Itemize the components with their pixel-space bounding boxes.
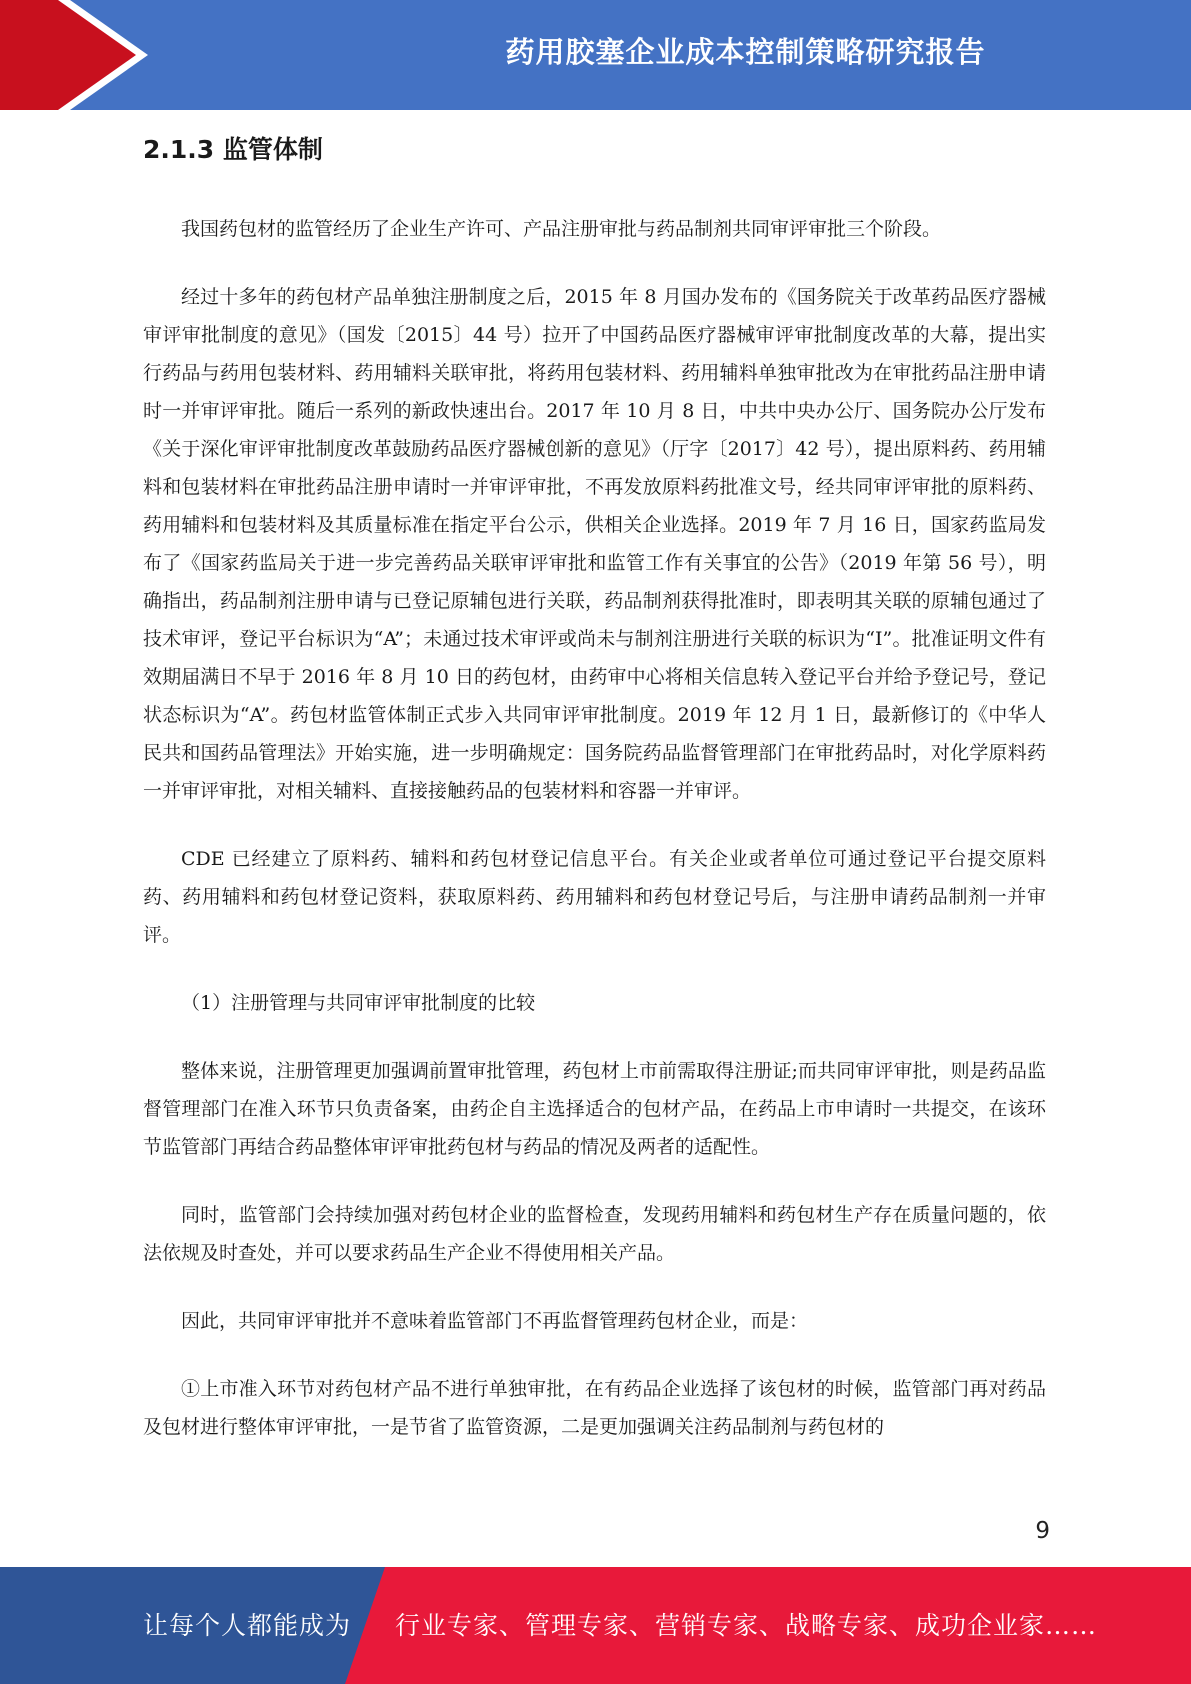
footer-slogan-right: 行业专家、管理专家、营销专家、战略专家、成功企业家……: [395, 1611, 1098, 1640]
paragraph-3: CDE 已经建立了原料药、辅料和药包材登记信息平台。有关企业或者单位可通过登记平台提交原料药、药用辅料和药包材登记资料，获取原料药、药用辅料和药包材登记号后，与注册申请药品制剂一并审评。: [143, 848, 1046, 946]
paragraph-6: 同时，监管部门会持续加强对药包材企业的监督检查，发现药用辅料和药包材生产存在质量问题的，依法依规及时查处，并可以要求药品生产企业不得使用相关产品。: [143, 1204, 1046, 1264]
paragraph-2: 经过十多年的药包材产品单独注册制度之后，2015 年 8 月国办发布的《国务院关于改革药品医疗器械审评审批制度的意见》（国发〔2015〕44 号）拉开了中国药品医疗器械审评审批制度改革的大幕，提出实行药品与药用包装材料、药用辅料关联审批，将药用包装材料、药用辅料单独审批改为在审批药品注册申请时一并审评审批。随后一系列的新政快速出台。2017 年 10 月 8 日，中共中央办公厅、国务院办公厅发布《关于深化审评审批制度改革鼓励药品医疗器械创新的意见》（厅字〔2017〕42 号），提出原料药、药用辅料和包装材料在审批药品注册申请时一并审评审批，不再发放原料药批准文号，经共同审评审批的原料药、药用辅料和包装材料及其质量标准在指定平台公示，供相关企业选择。2019 年 7 月 16 日，国家药监局发布了《国家药监局关于进一步完善药品关联审评审批和监管工作有关事宜的公告》（2019 年第 56 号），明确指出，药品制剂注册申请与已登记原辅包进行关联，药品制剂获得批准时，即表明其关联的原辅包通过了技术审评，登记平台标识为“A”；未通过技术审评或尚未与制剂注册进行关联的标识为“I”。批准证明文件有效期届满日不早于 2016 年 8 月 10 日的药包材，由药审中心将相关信息转入登记平台并给予登记号，登记状态标识为“A”。药包材监管体制正式步入共同审评审批制度。2019 年 12 月 1 日，最新修订的《中华人民共和国药品管理法》开始实施，进一步明确规定：国务院药品监督管理部门在审批药品时，对化学原料药一并审评审批，对相关辅料、直接接触药品的包装材料和容器一并审评。: [143, 286, 1046, 802]
page-header: [0, 0, 1191, 110]
page-number: 9: [1035, 1518, 1050, 1544]
footer-slogan-left: 让每个人都能成为: [143, 1611, 352, 1640]
paragraph-7: 因此，共同审评审批并不意味着监管部门不再监督管理药包材企业，而是：: [181, 1310, 809, 1332]
paragraph-1: 我国药包材的监管经历了企业生产许可、产品注册审批与药品制剂共同审评审批三个阶段。: [181, 218, 942, 240]
main-content: [143, 130, 1046, 1446]
section-title: 2.1.3 监管体制: [143, 135, 323, 164]
paragraph-8: ①上市准入环节对药包材产品不进行单独审批，在有药品企业选择了该包材的时候，监管部门再对药品及包材进行整体审评审批，一是节省了监管资源，二是更加强调关注药品制剂与药包材的: [143, 1378, 1046, 1438]
paragraph-5: 整体来说，注册管理更加强调前置审批管理，药包材上市前需取得注册证;而共同审评审批，则是药品监督管理部门在准入环节只负责备案，由药企自主选择适合的包材产品，在药品上市申请时一共提交，在该环节监管部门再结合药品整体审评审批药包材与药品的情况及两者的适配性。: [143, 1060, 1046, 1158]
page-footer: [0, 1567, 1191, 1684]
paragraph-4-subheading: （1）注册管理与共同审评审批制度的比较: [181, 992, 536, 1014]
header-title: 药用胶塞企业成本控制策略研究报告: [505, 34, 986, 69]
